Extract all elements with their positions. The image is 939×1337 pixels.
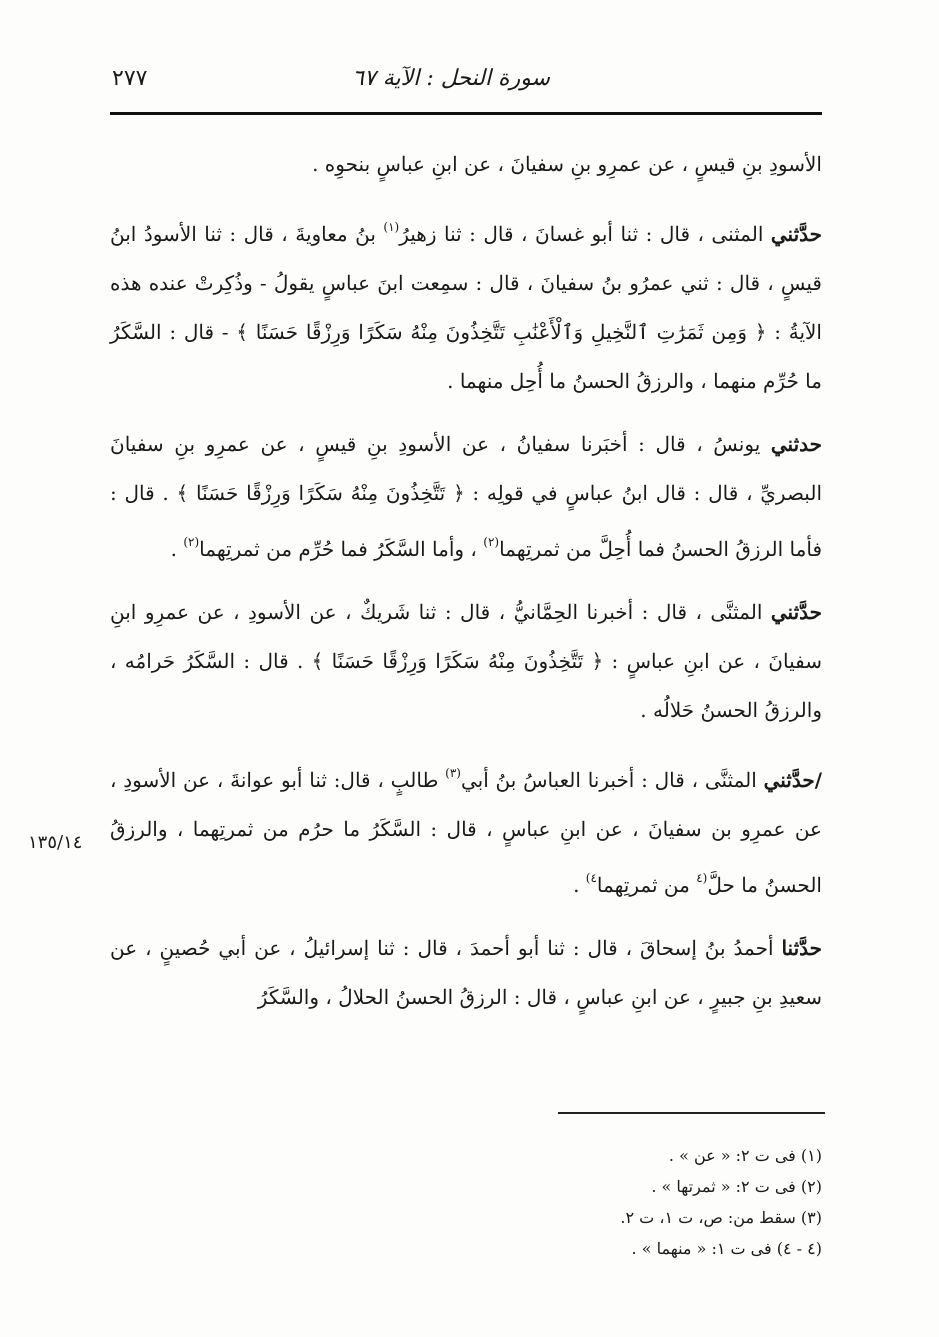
footnote-ref: (١) <box>383 220 400 234</box>
paragraph-lead: حدَّثنا <box>781 936 823 960</box>
paragraph-text: أحمدُ بنُ إسحاقَ ، قال : ثنا أبو أحمدَ ، قال : ثنا إسرائيلُ ، عن أبي حُصينٍ ، عن سعيدِ بنِ جبيرٍ ، عن ابنِ عباسٍ ، قال : الرزقُ الحسنُ الحلالُ ، والسَّكَرُ <box>110 936 822 1009</box>
paragraph <box>110 203 822 406</box>
paragraph-lead: حدثني <box>770 432 822 456</box>
paragraph-text: المثنَّى ، قال : أخبرنا الحِمَّانيُّ ، قال : ثنا شَريكٌ ، عن الأسودِ ، عن عمرِو ابنِ سفيانَ ، عن ابنِ عباسٍ : ﴿ تَتَّخِذُونَ مِنْهُ سَكَرًا وَرِزْقًا حَسَنًا ﴾ . قال : السَّكَرُ حَرامُه ، والرزقُ الحسنُ حَلالُه . <box>110 600 822 722</box>
footnote: (٤ - ٤) فى ت ١: « منهما » . <box>631 1239 822 1258</box>
paragraph-lead: /حدَّثني <box>763 768 822 792</box>
footnote-ref: (٢) <box>483 535 500 549</box>
footnotes <box>110 1140 822 1264</box>
footnote-ref: (٢) <box>183 535 200 549</box>
paragraph-text: المثنَّى ، قال : أخبرنا العباسُ بنُ أبي <box>460 768 757 792</box>
paragraph <box>110 140 822 189</box>
margin-reference: ١٣٥/١٤ <box>28 832 83 853</box>
footnote-ref: (٣) <box>445 766 461 780</box>
paragraph <box>110 749 822 910</box>
paragraph-text: المثنى ، قال : ثنا أبو غسانَ ، قال : ثنا زهيرُ <box>399 222 764 246</box>
page-header <box>110 60 822 106</box>
footnote: (٢) فى ت ٢: « ثمرتها » . <box>651 1177 822 1196</box>
paragraph-lead: حدَّثني <box>770 222 823 246</box>
paragraph-text: ، وأما السَّكَرُ فما حُرِّم من ثمرتِهما <box>199 537 477 561</box>
paragraph <box>110 420 822 574</box>
running-title: سورة النحل : الآية ٦٧ <box>352 66 550 91</box>
main-text <box>110 140 822 1036</box>
paragraph <box>110 588 822 735</box>
footnote-ref: (٤ <box>696 871 708 885</box>
footnote-rule <box>558 1112 825 1114</box>
page-number: ٢٧٧ <box>112 66 148 91</box>
header-rule <box>110 112 822 115</box>
footnote: (٣) سقط من: ص، ت ١، ت ٢. <box>620 1208 822 1227</box>
paragraph-text: طالبٍ ، قال: ثنا أبو عوانةَ ، عن الأسودِ ، عن عمرِو بن سفيانَ ، عن ابنِ عباسٍ ، قال : السَّكَرُ ما حرُم من ثمرتِهما ، والرزقُ الحسنُ ما حلَّ <box>110 768 822 897</box>
paragraph-text: من ثمرتِهما <box>596 873 690 897</box>
paragraph-text: . <box>170 537 177 561</box>
footnote: (١) فى ت ٢: « عن » . <box>668 1146 822 1165</box>
paragraph-lead: حدَّثني <box>770 600 822 624</box>
footnote-ref: ٤) <box>585 871 597 885</box>
paragraph <box>110 924 822 1022</box>
paragraph-text: يونسُ ، قال : أخبَرنا سفيانُ ، عن الأسودِ بنِ قيسٍ ، عن عمرِو بنِ سفيانَ البصريِّ ، قال : قال ابنُ عباسٍ في قولِه : ﴿ تَتَّخِذُونَ مِنْهُ سَكَرًا وَرِزْقًا حَسَنًا ﴾ . قال : فأما الرزقُ الحسنُ فما أُحِلَّ من ثمرتِهما <box>110 432 822 561</box>
paragraph-text: . <box>573 873 580 897</box>
paragraph-text: بنُ معاويةَ ، قال : ثنا الأسودُ ابنُ قيسٍ ، قال : ثني عمرُو بنُ سفيانَ ، قال : سمِعت ابنَ عباسٍ يقولُ - وذُكِرتْ عنده هذه الآيةُ : ﴿ وَمِن ثَمَرَٰتِ ٱلنَّخِيلِ وَٱلْأَعْنَٰبِ تَتَّخِذُونَ مِنْهُ سَكَرًا وَرِزْقًا حَسَنًا ﴾ - قال : السَّكَرُ ما حُرِّم منهما ، والرزقُ الحسنُ ما أُحِل منهما . <box>110 222 822 393</box>
paragraph-text: الأسودِ بنِ قيسٍ ، عن عمرِو بنِ سفيانَ ، عن ابنِ عباسٍ بنحوِه . <box>312 152 822 176</box>
